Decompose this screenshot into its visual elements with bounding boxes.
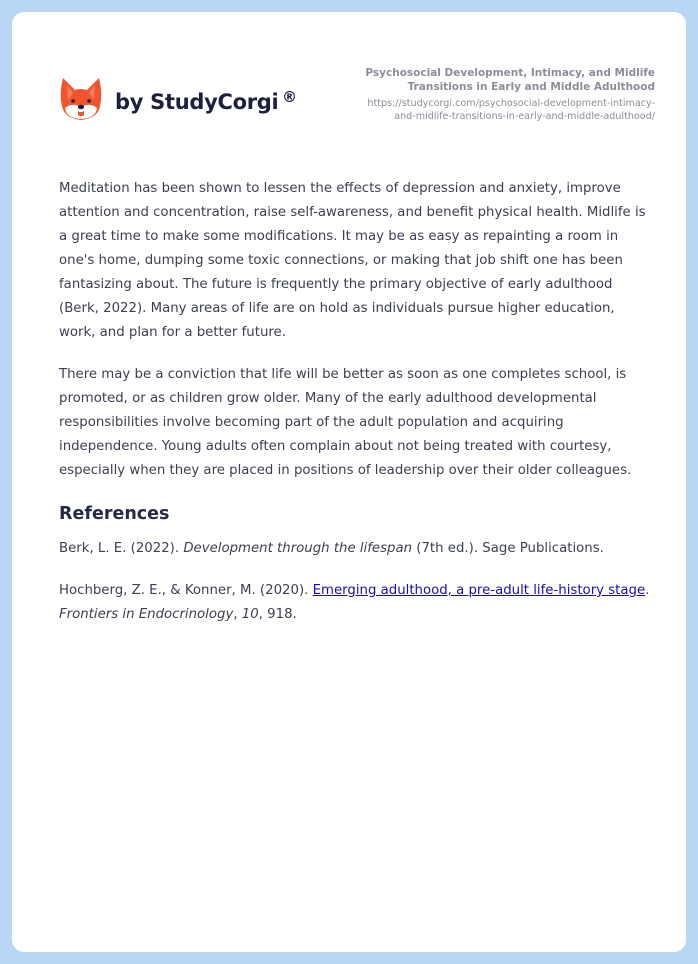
studycorgi-logo[interactable] [60,76,297,122]
reference-item: Hochberg, Z. E., & Konner, M. (2020). Emerging adulthood, a pre-adult life-history stage. Frontiers in Endocrinology, 10, 918. [59,583,650,622]
corgi-icon [60,76,102,122]
document-body [59,177,655,645]
document-url[interactable]: https://studycorgi.com/psychosocial-development-intimacy- and-midlife-transitions-in-early-and-middle-adulthood/ [367,98,655,122]
registered-mark: ® [282,88,297,106]
logo-text: by StudyCorgi [115,90,279,114]
page-header [12,12,686,152]
reference-link[interactable]: Emerging adulthood, a pre-adult life-history stage [312,583,646,598]
paragraph: Meditation has been shown to lessen the effects of depression and anxiety, improve attention and concentration, raise self-awareness, and benefit physical health. Midlife is a great time to make some modifications. It may be as easy as repainting a room in one's home, dumping some toxic connections, or making that job shift one has been fantasizing about. The future is frequently the primary objective of early adulthood (Berk, 2022). Many areas of life are on hold as individuals pursue higher education, work, and plan for a better future. [59,181,646,340]
document-meta [315,66,655,123]
reference-item: Berk, L. E. (2022). Development through the lifespan (7th ed.). Sage Publications. [59,541,604,556]
document-page [12,12,686,952]
paragraph: There may be a conviction that life will be better as soon as one completes school, is promoted, or as children grow older. Many of the early adulthood developmental responsibilities involve becoming part of the adult population and acquiring independence. Young adults often complain about not being treated with courtesy, especially when they are placed in positions of leadership over their older colleagues. [59,367,632,478]
references-heading: References [59,504,170,524]
document-title: Psychosocial Development, Intimacy, and Midlife Transitions in Early and Middle Adulthood [365,67,655,93]
